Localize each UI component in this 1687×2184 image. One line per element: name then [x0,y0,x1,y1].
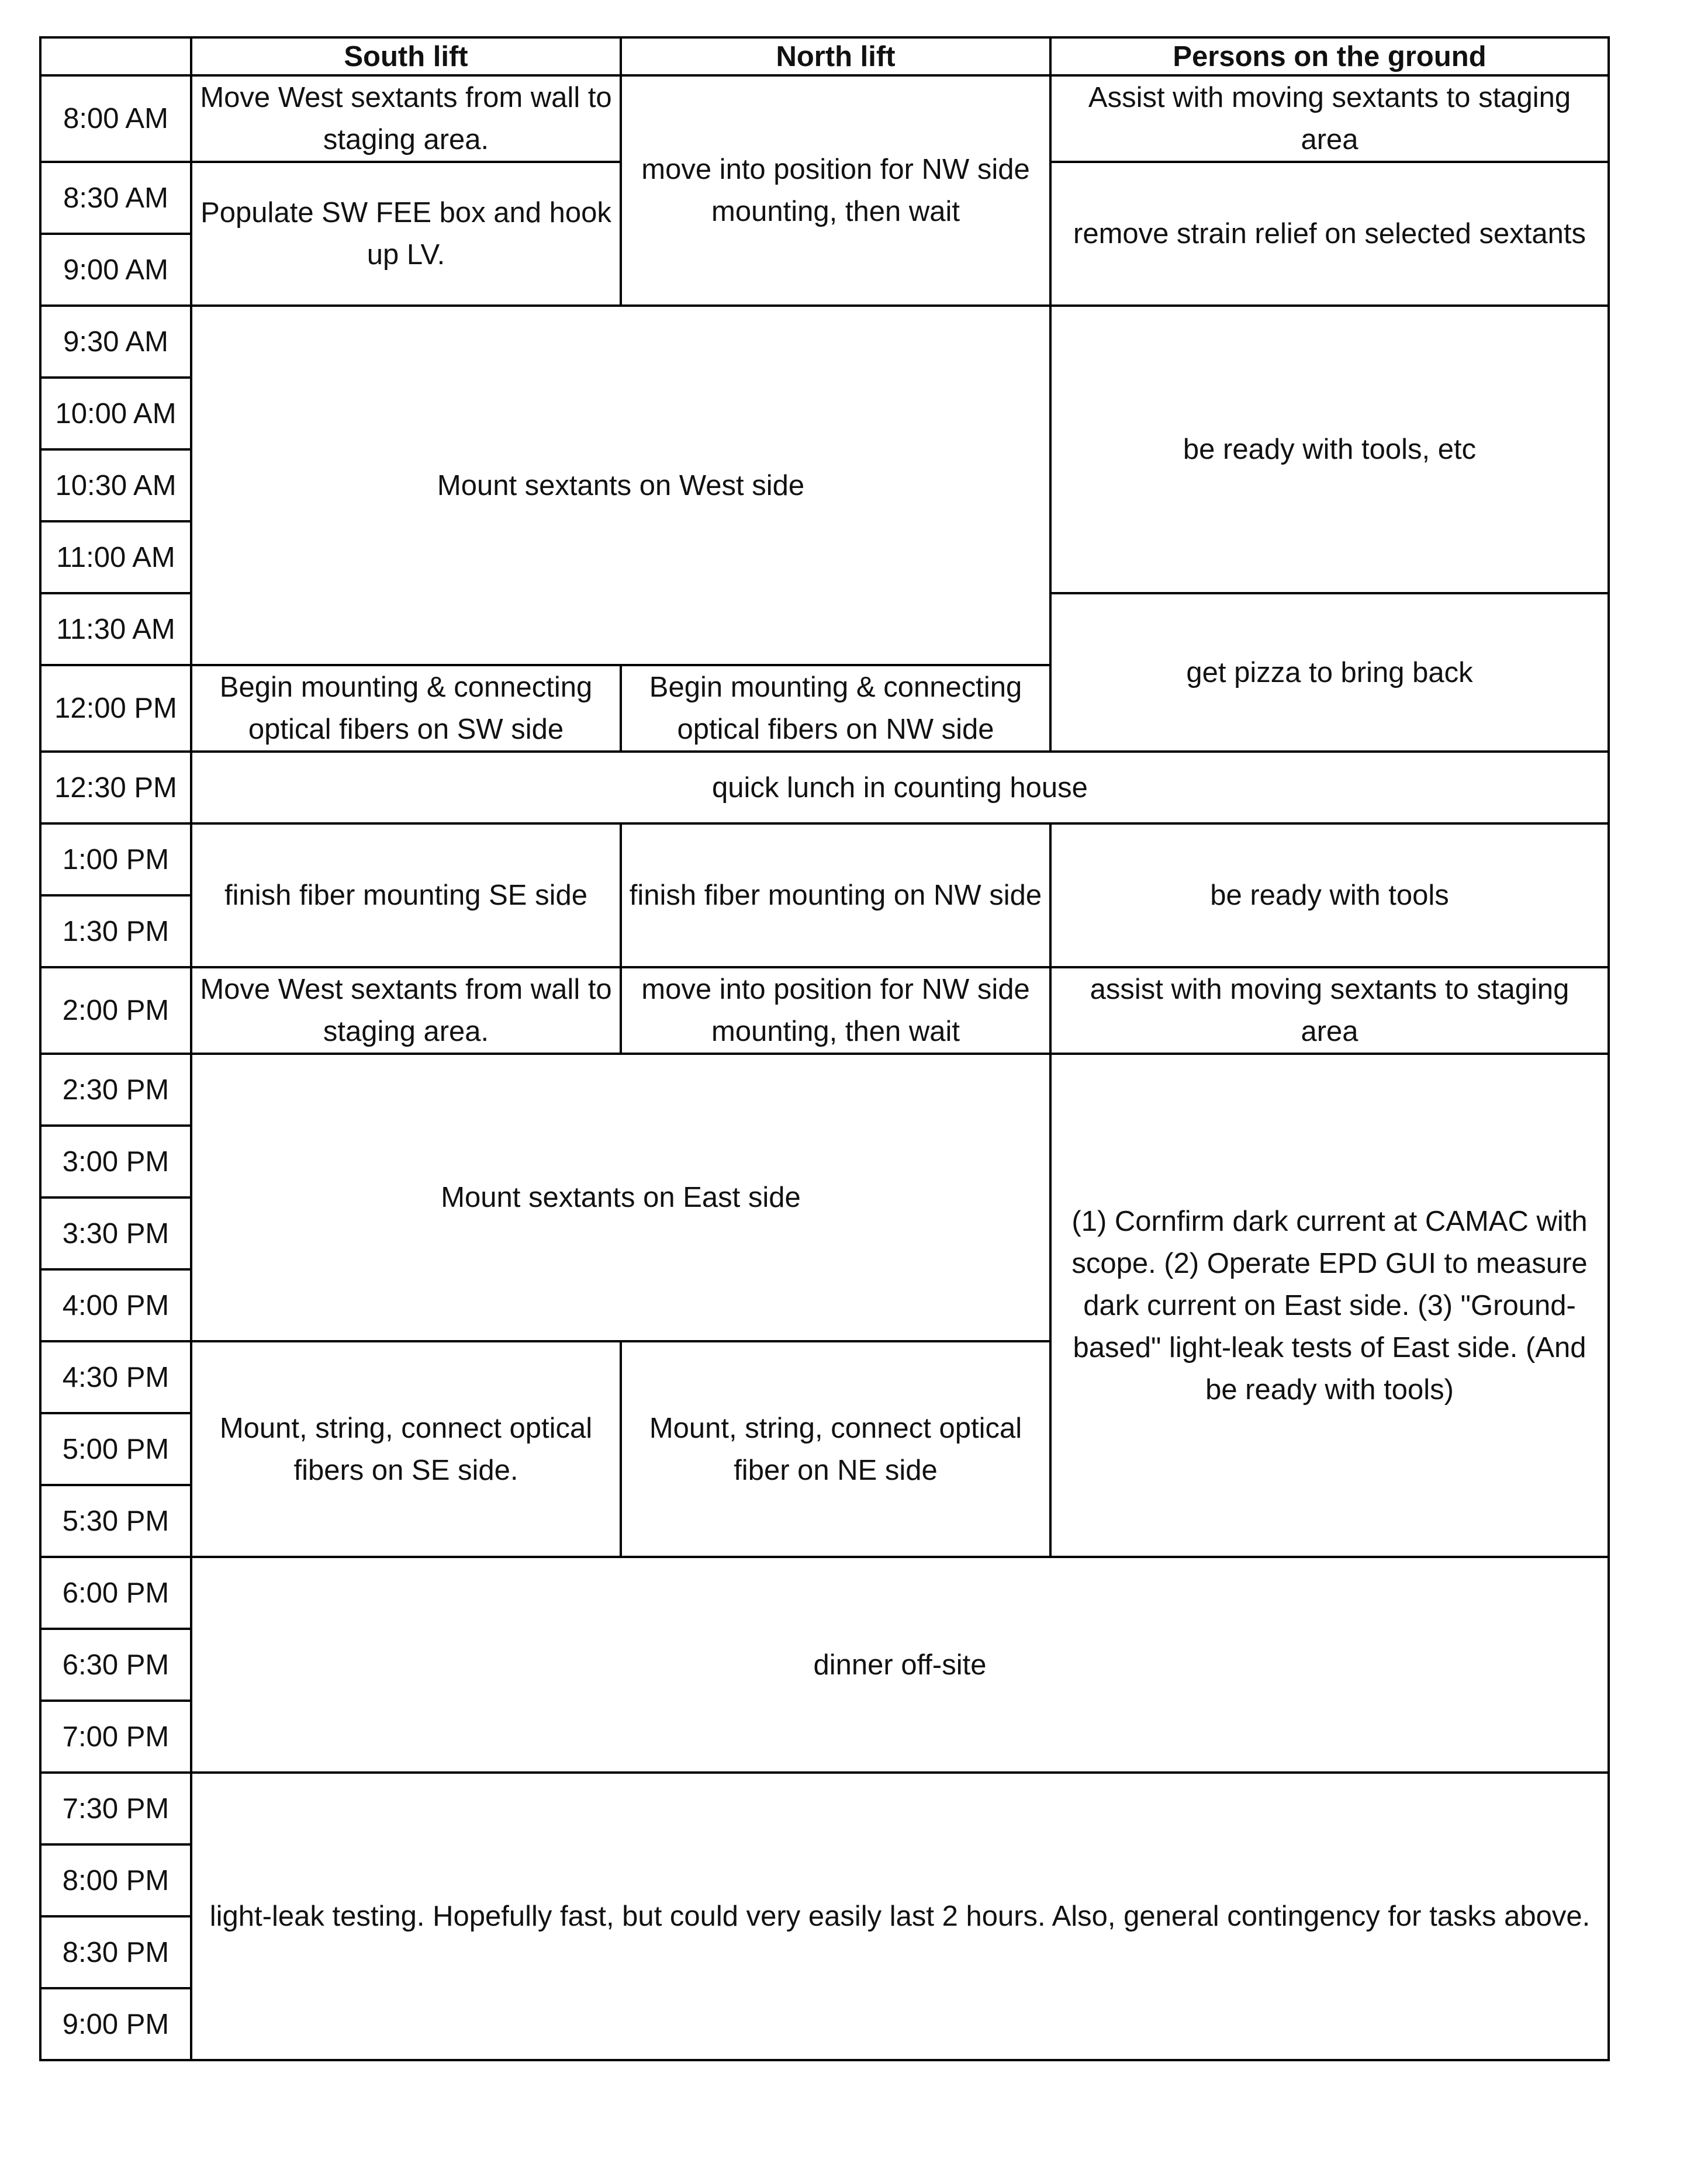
north-lift-header: North lift [621,37,1050,75]
header-row [40,37,1609,75]
time-row [40,1054,1609,1126]
time-cell: 2:00 PM [40,967,191,1054]
time-cell: 5:00 PM [40,1413,191,1485]
south-task-cell: finish fiber mounting SE side [191,823,621,967]
north-task-cell: Begin mounting & connecting optical fibers on NW side [621,665,1050,752]
time-row [40,967,1609,1054]
time-cell: 6:00 PM [40,1557,191,1629]
schedule-table [39,36,1610,2061]
all-task-cell: quick lunch in counting house [191,752,1609,823]
time-row [40,1773,1609,1844]
time-cell: 12:00 PM [40,665,191,752]
ground-task-cell: be ready with tools [1050,823,1609,967]
all-task-cell: dinner off-site [191,1557,1609,1773]
time-cell: 7:00 PM [40,1701,191,1773]
time-cell: 3:30 PM [40,1197,191,1269]
time-cell: 10:30 AM [40,449,191,521]
lifts-task-cell: Mount sextants on East side [191,1054,1050,1341]
time-cell: 1:00 PM [40,823,191,895]
time-cell: 3:00 PM [40,1126,191,1197]
time-cell: 11:30 AM [40,593,191,665]
ground-task-cell: (1) Cornfirm dark current at CAMAC with scope. (2) Operate EPD GUI to measure dark current on East side. (3) "Ground-based" light-leak tests of East side. (And be ready with tools) [1050,1054,1609,1557]
lifts-task-cell: Mount sextants on West side [191,306,1050,665]
time-cell: 8:00 PM [40,1844,191,1916]
time-cell: 12:30 PM [40,752,191,823]
ground-task-cell: get pizza to bring back [1050,593,1609,752]
south-lift-header: South lift [191,37,621,75]
time-cell: 9:00 PM [40,1988,191,2060]
ground-task-cell: remove strain relief on selected sextants [1050,162,1609,306]
north-task-cell: finish fiber mounting on NW side [621,823,1050,967]
time-cell: 2:30 PM [40,1054,191,1126]
time-cell: 5:30 PM [40,1485,191,1557]
north-task-cell: move into position for NW side mounting, then wait [621,967,1050,1054]
south-task-cell: Move West sextants from wall to staging area. [191,967,621,1054]
south-task-cell: Begin mounting & connecting optical fibers on SW side [191,665,621,752]
time-cell: 9:00 AM [40,234,191,306]
time-row [40,306,1609,378]
all-task-cell: light-leak testing. Hopefully fast, but could very easily last 2 hours. Also, general contingency for tasks above. [191,1773,1609,2060]
time-header [40,37,191,75]
time-row [40,752,1609,823]
time-cell: 4:00 PM [40,1269,191,1341]
time-cell: 6:30 PM [40,1629,191,1701]
ground-task-cell: be ready with tools, etc [1050,306,1609,593]
north-task-cell: move into position for NW side mounting, then wait [621,75,1050,306]
time-cell: 9:30 AM [40,306,191,378]
time-cell: 11:00 AM [40,521,191,593]
ground-header: Persons on the ground [1050,37,1609,75]
south-task-cell: Mount, string, connect optical fibers on SE side. [191,1341,621,1557]
time-cell: 10:00 AM [40,378,191,449]
south-task-cell: Populate SW FEE box and hook up LV. [191,162,621,306]
ground-task-cell: Assist with moving sextants to staging area [1050,75,1609,162]
time-cell: 8:00 AM [40,75,191,162]
time-row [40,75,1609,162]
north-task-cell: Mount, string, connect optical fiber on NE side [621,1341,1050,1557]
time-cell: 4:30 PM [40,1341,191,1413]
time-row [40,1557,1609,1629]
time-cell: 8:30 AM [40,162,191,234]
time-cell: 1:30 PM [40,895,191,967]
time-row [40,823,1609,895]
south-task-cell: Move West sextants from wall to staging area. [191,75,621,162]
ground-task-cell: assist with moving sextants to staging area [1050,967,1609,1054]
time-cell: 7:30 PM [40,1773,191,1844]
time-cell: 8:30 PM [40,1916,191,1988]
